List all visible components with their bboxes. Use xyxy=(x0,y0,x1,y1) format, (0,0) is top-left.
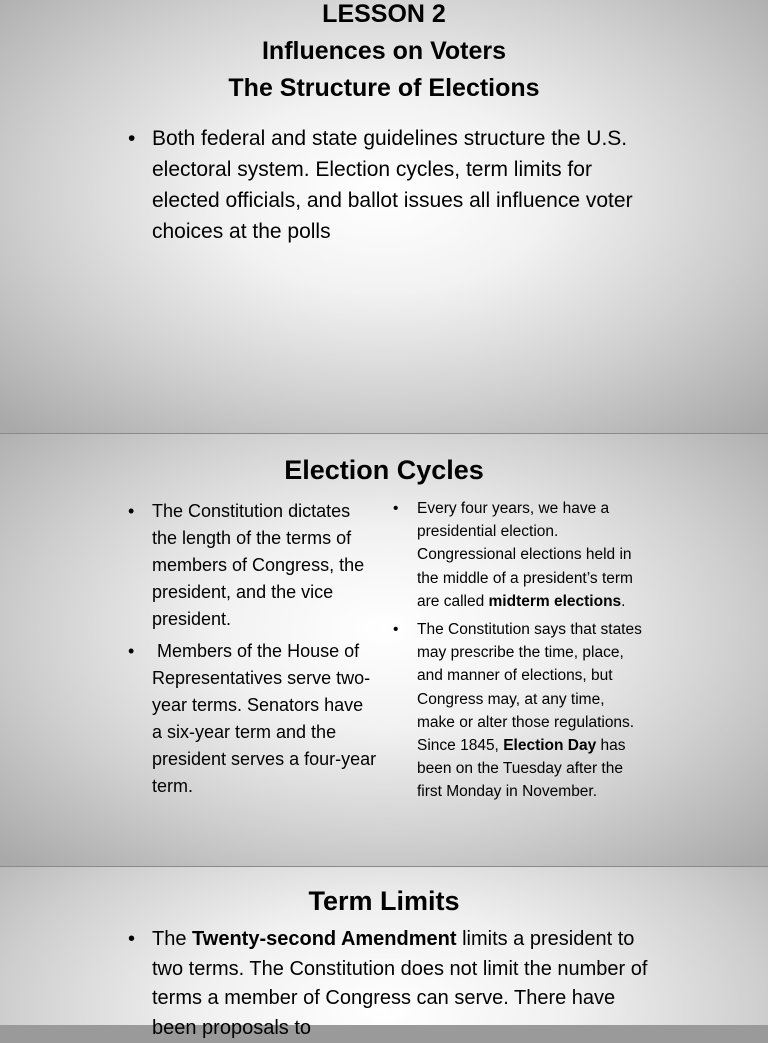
right-column-bullets xyxy=(393,497,643,809)
bullet-dot-icon: • xyxy=(393,500,399,517)
bullet-item xyxy=(393,497,643,613)
bullet-item xyxy=(128,123,648,247)
bullet-item xyxy=(128,498,378,633)
term-twenty-second-amendment: Twenty-second Amendment xyxy=(192,928,457,950)
slide-term-limits xyxy=(0,866,768,1039)
slide-election-cycles xyxy=(0,433,768,867)
left-column-bullets xyxy=(128,498,382,805)
term-election-day: Election Day xyxy=(503,737,597,755)
slide-title: Term Limits xyxy=(308,886,460,916)
slide-title: Election Cycles xyxy=(284,455,484,485)
slide-bullet-list xyxy=(128,123,648,247)
bullet-dot-icon: • xyxy=(128,641,135,661)
bullet-dot-icon: • xyxy=(128,127,136,150)
bullet-item xyxy=(128,925,658,1043)
title-line-influences: Influences on Voters xyxy=(261,37,507,65)
bullet-text: The Constitution dictates the length of the terms of members of Congress, the president, and the vice president. xyxy=(152,501,365,629)
bullet-text: Both federal and state guidelines structure the U.S. electoral system. Election cycles, term limits for elected officials, and ballot issues all influence voter choices at the polls xyxy=(152,127,633,243)
bullet-text: Every four years, we have a presidential election. Congressional elections held in the middle of a president’s term are called midterm elections. xyxy=(417,500,633,610)
bullet-item xyxy=(393,618,643,804)
bullet-dot-icon: • xyxy=(393,621,399,639)
bullet-dot-icon: • xyxy=(128,501,135,521)
bullet-text: The Constitution says that states may prescribe the time, place, and manner of elections, but Congress may, at any time, make or alter those regulations. Since 1845, Election Day has been on the Tuesday after the first Monday in November. xyxy=(417,621,642,801)
slide-lesson-2 xyxy=(0,0,768,433)
term-midterm-elections: midterm elections xyxy=(488,592,622,610)
bullet-text: The Twenty-second Amendment limits a president to two terms. The Constitution does not limit the number of terms a member of Congress can serve. There have been proposals to xyxy=(152,928,648,1039)
bullet-item xyxy=(128,638,382,800)
title-line-lesson: LESSON 2 xyxy=(322,0,446,28)
bullet-text: Members of the House of Representatives serve two-year terms. Senators have a six-year term and the president serves a four-year term. xyxy=(152,641,382,796)
slide-title xyxy=(0,0,768,107)
title-line-structure: The Structure of Elections xyxy=(228,74,540,102)
bullet-dot-icon: • xyxy=(128,928,136,950)
slide-bullet-list xyxy=(128,925,658,1043)
